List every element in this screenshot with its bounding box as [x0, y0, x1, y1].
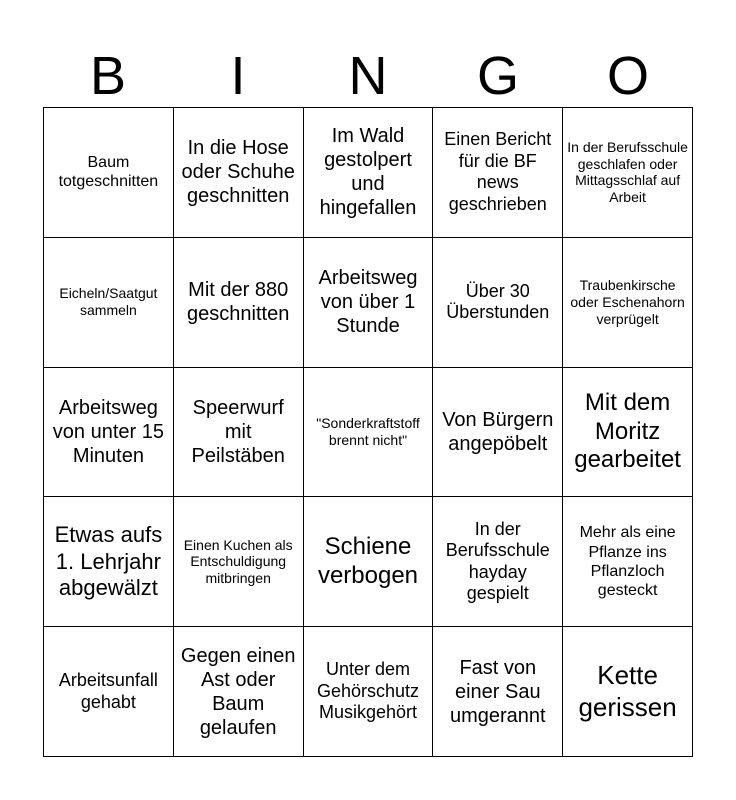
bingo-cell-r4c4[interactable]	[433, 497, 563, 627]
title-letter-o: O	[606, 46, 649, 106]
bingo-cell-r4c1[interactable]	[44, 497, 174, 627]
bingo-title	[43, 44, 693, 108]
bingo-cell-r2c5[interactable]	[563, 238, 693, 368]
cell-text: Gegen einen Ast oder Baum gelaufen	[180, 644, 296, 739]
title-letter-b: B	[89, 46, 127, 106]
cell-text: In der Berufsschule hayday gespielt	[445, 518, 550, 604]
cell-text: Schiene verbogen	[317, 532, 419, 589]
bingo-cell-r1c4[interactable]	[433, 108, 563, 238]
cell-text: Einen Kuchen als Entschuldigung mitbringen	[183, 536, 293, 587]
bingo-grid	[43, 107, 693, 757]
cell-text: Mit der 880 geschnitten	[187, 279, 290, 326]
cell-text: In der Berufsschule geschlafen oder Mittagsschlaf auf Arbeit	[567, 138, 688, 206]
bingo-cell-r4c3[interactable]	[304, 497, 434, 627]
cell-text: Unter dem Gehörschutz Musikgehört	[316, 659, 420, 723]
bingo-cell-r1c1[interactable]	[44, 108, 174, 238]
bingo-cell-r1c3[interactable]	[304, 108, 434, 238]
bingo-cell-r3c2[interactable]	[174, 368, 304, 498]
cell-text: Einen Bericht für die BF news geschrieben	[444, 129, 552, 214]
bingo-cell-r3c5[interactable]	[563, 368, 693, 498]
title-letter-i: I	[230, 46, 246, 106]
cell-text: Fast von einer Sau umgerannt	[449, 656, 546, 727]
bingo-cell-r2c1[interactable]	[44, 238, 174, 368]
bingo-cell-r3c1[interactable]	[44, 368, 174, 498]
bingo-cell-r4c5[interactable]	[563, 497, 693, 627]
cell-text: Eicheln/Saatgut sammeln	[59, 285, 158, 319]
bingo-cell-r3c3[interactable]	[304, 368, 434, 498]
cell-text: Arbeitsweg von unter 15 Minuten	[52, 396, 164, 467]
bingo-cell-r4c2[interactable]	[174, 497, 304, 627]
cell-text: Arbeitsunfall gehabt	[58, 670, 158, 712]
bingo-cell-r5c1[interactable]	[44, 627, 174, 757]
bingo-cell-r1c2[interactable]	[174, 108, 304, 238]
cell-text: Mehr als eine Pflanze ins Pflanzloch gesteckt	[579, 524, 676, 599]
bingo-cell-r2c4[interactable]	[433, 238, 563, 368]
cell-text: Baum totgeschnitten	[58, 154, 159, 191]
bingo-cell-r5c3[interactable]	[304, 627, 434, 757]
cell-text: Etwas aufs 1. Lehrjahr abgewälzt	[54, 522, 163, 600]
cell-text: Über 30 Überstunden	[446, 280, 550, 323]
bingo-cell-r2c3[interactable]	[304, 238, 434, 368]
bingo-cell-r3c4[interactable]	[433, 368, 563, 498]
cell-text: "Sonderkraftstoff brennt nicht"	[316, 415, 420, 448]
bingo-cell-r5c4[interactable]	[433, 627, 563, 757]
cell-text: Von Bürgern angepöbelt	[442, 408, 554, 455]
bingo-cell-r1c5[interactable]	[563, 108, 693, 238]
bingo-cell-r5c2[interactable]	[174, 627, 304, 757]
cell-text: Kette gerissen	[578, 660, 677, 722]
title-letter-n: N	[348, 46, 388, 106]
cell-text: Traubenkirsche oder Eschenahorn verprügelt	[570, 277, 685, 327]
cell-text: Speerwurf mit Peilstäben	[191, 396, 285, 467]
cell-text: Mit dem Moritz gearbeitet	[574, 388, 681, 474]
cell-text: In die Hose oder Schuhe geschnitten	[181, 137, 295, 208]
cell-text: Im Wald gestolpert und hingefallen	[319, 125, 417, 220]
cell-text: Arbeitsweg von über 1 Stunde	[318, 267, 418, 338]
bingo-cell-r2c2[interactable]	[174, 238, 304, 368]
title-letter-g: G	[476, 46, 519, 106]
bingo-cell-r5c5[interactable]	[563, 627, 693, 757]
